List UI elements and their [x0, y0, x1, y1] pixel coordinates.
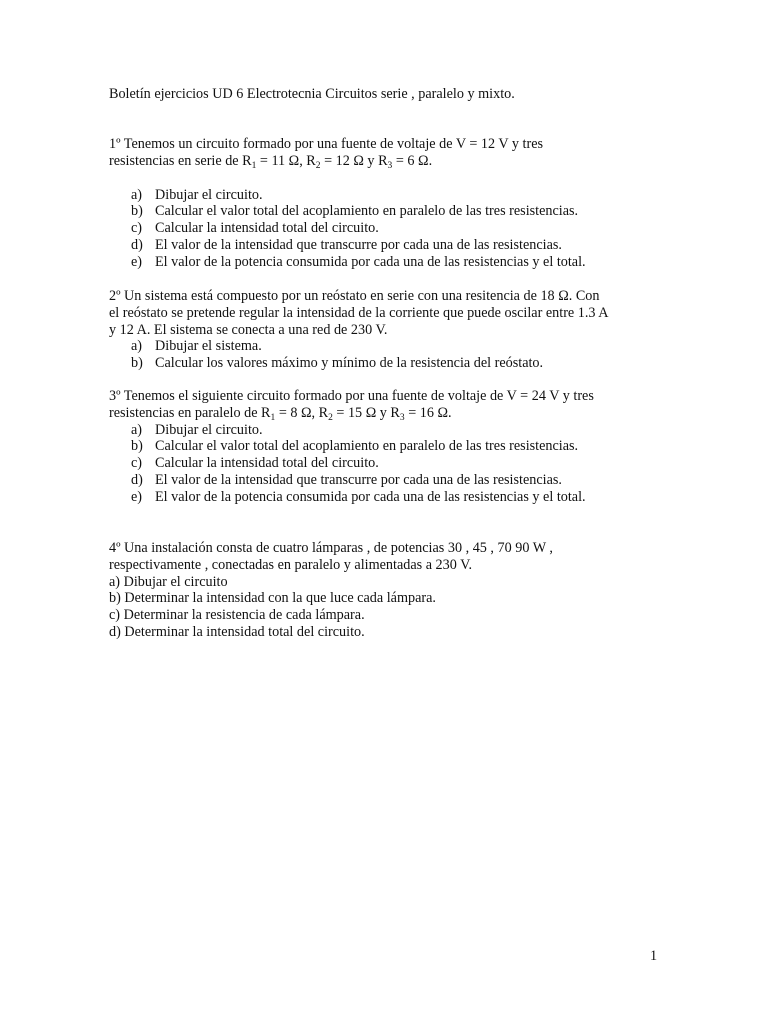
r2-subscript: 2 [315, 160, 321, 171]
list-item-text: Calcular el valor total del acoplamiento en paralelo de las tres resistencias. [155, 438, 579, 455]
exercise-3-tasks [109, 422, 669, 506]
list-marker: a) [131, 186, 143, 203]
r1-subscript: 1 [251, 160, 257, 171]
list-marker: c) [131, 220, 143, 237]
exercise-2-statement-line-2: el reóstato se pretende regular la intensidad de la corriente que puede oscilar entre 1.3 A [109, 304, 609, 321]
list-item [109, 237, 669, 254]
exercise-2 [109, 288, 669, 372]
list-item [109, 438, 669, 455]
list-item [109, 203, 669, 220]
list-item: a) Dibujar el circuito [109, 573, 228, 590]
r3-value: = 6 Ω. [392, 152, 433, 169]
exercise-1-statement-line-2 [109, 153, 669, 170]
list-item-text: Calcular el valor total del acoplamiento en paralelo de las tres resistencias. [155, 203, 579, 220]
list-item: b) Determinar la intensidad con la que luce cada lámpara. [109, 590, 436, 607]
list-marker: e) [131, 488, 143, 505]
exercise-3-statement-line-2 [109, 405, 669, 422]
exercise-4-statement-line-1: 4º Una instalación consta de cuatro lámparas , de potencias 30 , 45 , 70 90 W , [109, 540, 553, 556]
exercise-1-statement-line-1: 1º Tenemos un circuito formado por una fuente de voltaje de V = 12 V y tres [109, 136, 544, 152]
list-item [109, 187, 669, 204]
list-marker: a) [131, 421, 143, 438]
list-item [109, 338, 669, 355]
list-item: d) Determinar la intensidad total del circuito. [109, 623, 365, 640]
list-marker: d) [131, 471, 143, 488]
list-item: c) Determinar la resistencia de cada lámpara. [109, 607, 365, 624]
document-title: Boletín ejercicios UD 6 Electrotecnia Circuitos serie , paralelo y mixto. [109, 86, 515, 102]
list-item [109, 472, 669, 489]
r2-value: = 15 Ω y R [332, 404, 400, 421]
page-number: 1 [650, 948, 658, 964]
r3-subscript: 3 [399, 412, 405, 423]
list-marker: e) [131, 253, 143, 270]
list-marker: b) [131, 355, 143, 372]
list-item [109, 220, 669, 237]
list-marker: b) [131, 203, 143, 220]
list-marker: b) [131, 438, 143, 455]
list-item [109, 422, 669, 439]
exercise-4-statement-line-2: respectivamente , conectadas en paralelo y alimentadas a 230 V. [109, 556, 473, 573]
list-item-text: El valor de la intensidad que transcurre por cada una de las resistencias. [155, 471, 562, 488]
list-item [109, 355, 669, 372]
list-item [109, 455, 669, 472]
r2-value: = 12 Ω y R [320, 152, 388, 169]
list-marker: d) [131, 236, 143, 253]
exercise-4 [109, 540, 669, 641]
list-item-text: El valor de la potencia consumida por cada una de las resistencias y el total. [155, 488, 586, 505]
list-item-text: Dibujar el circuito. [155, 421, 263, 438]
r3-value: = 16 Ω. [404, 404, 452, 421]
exercise-3 [109, 388, 669, 506]
exercise-2-statement-line-3: y 12 A. El sistema se conecta a una red de 230 V. [109, 321, 388, 338]
list-item [109, 254, 669, 271]
exercise-4-tasks [109, 574, 669, 641]
r2-subscript: 2 [328, 412, 333, 423]
exercise-2-statement-line-1: 2º Un sistema está compuesto por un reóstato en serie con una resitencia de 18 Ω. Con [109, 288, 600, 304]
list-item-text: Calcular la intensidad total del circuito. [155, 455, 379, 472]
list-marker: a) [131, 338, 143, 355]
list-item-text: El valor de la potencia consumida por cada una de las resistencias y el total. [155, 253, 586, 270]
r1-value: = 11 Ω, R [256, 152, 316, 169]
list-item-text: Dibujar el circuito. [155, 186, 263, 203]
exercise-1-resistors-prefix: resistencias en serie de R [109, 152, 252, 169]
exercise-3-statement-line-1: 3º Tenemos el siguiente circuito formado por una fuente de voltaje de V = 24 V y tres [109, 388, 594, 404]
list-marker: c) [131, 455, 143, 472]
exercise-3-resistors-prefix: resistencias en paralelo de R [109, 404, 271, 421]
exercise-1 [109, 136, 669, 271]
exercise-1-tasks [109, 187, 669, 271]
list-item-text: Dibujar el sistema. [155, 338, 262, 355]
r1-subscript: 1 [270, 412, 276, 423]
exercise-2-tasks [109, 338, 669, 372]
r1-value: = 8 Ω, R [275, 404, 329, 421]
list-item-text: Calcular la intensidad total del circuito. [155, 220, 379, 237]
list-item-text: El valor de la intensidad que transcurre por cada una de las resistencias. [155, 236, 562, 253]
list-item-text: Calcular los valores máximo y mínimo de la resistencia del reóstato. [155, 355, 544, 372]
list-item [109, 489, 669, 506]
r3-subscript: 3 [387, 160, 393, 171]
